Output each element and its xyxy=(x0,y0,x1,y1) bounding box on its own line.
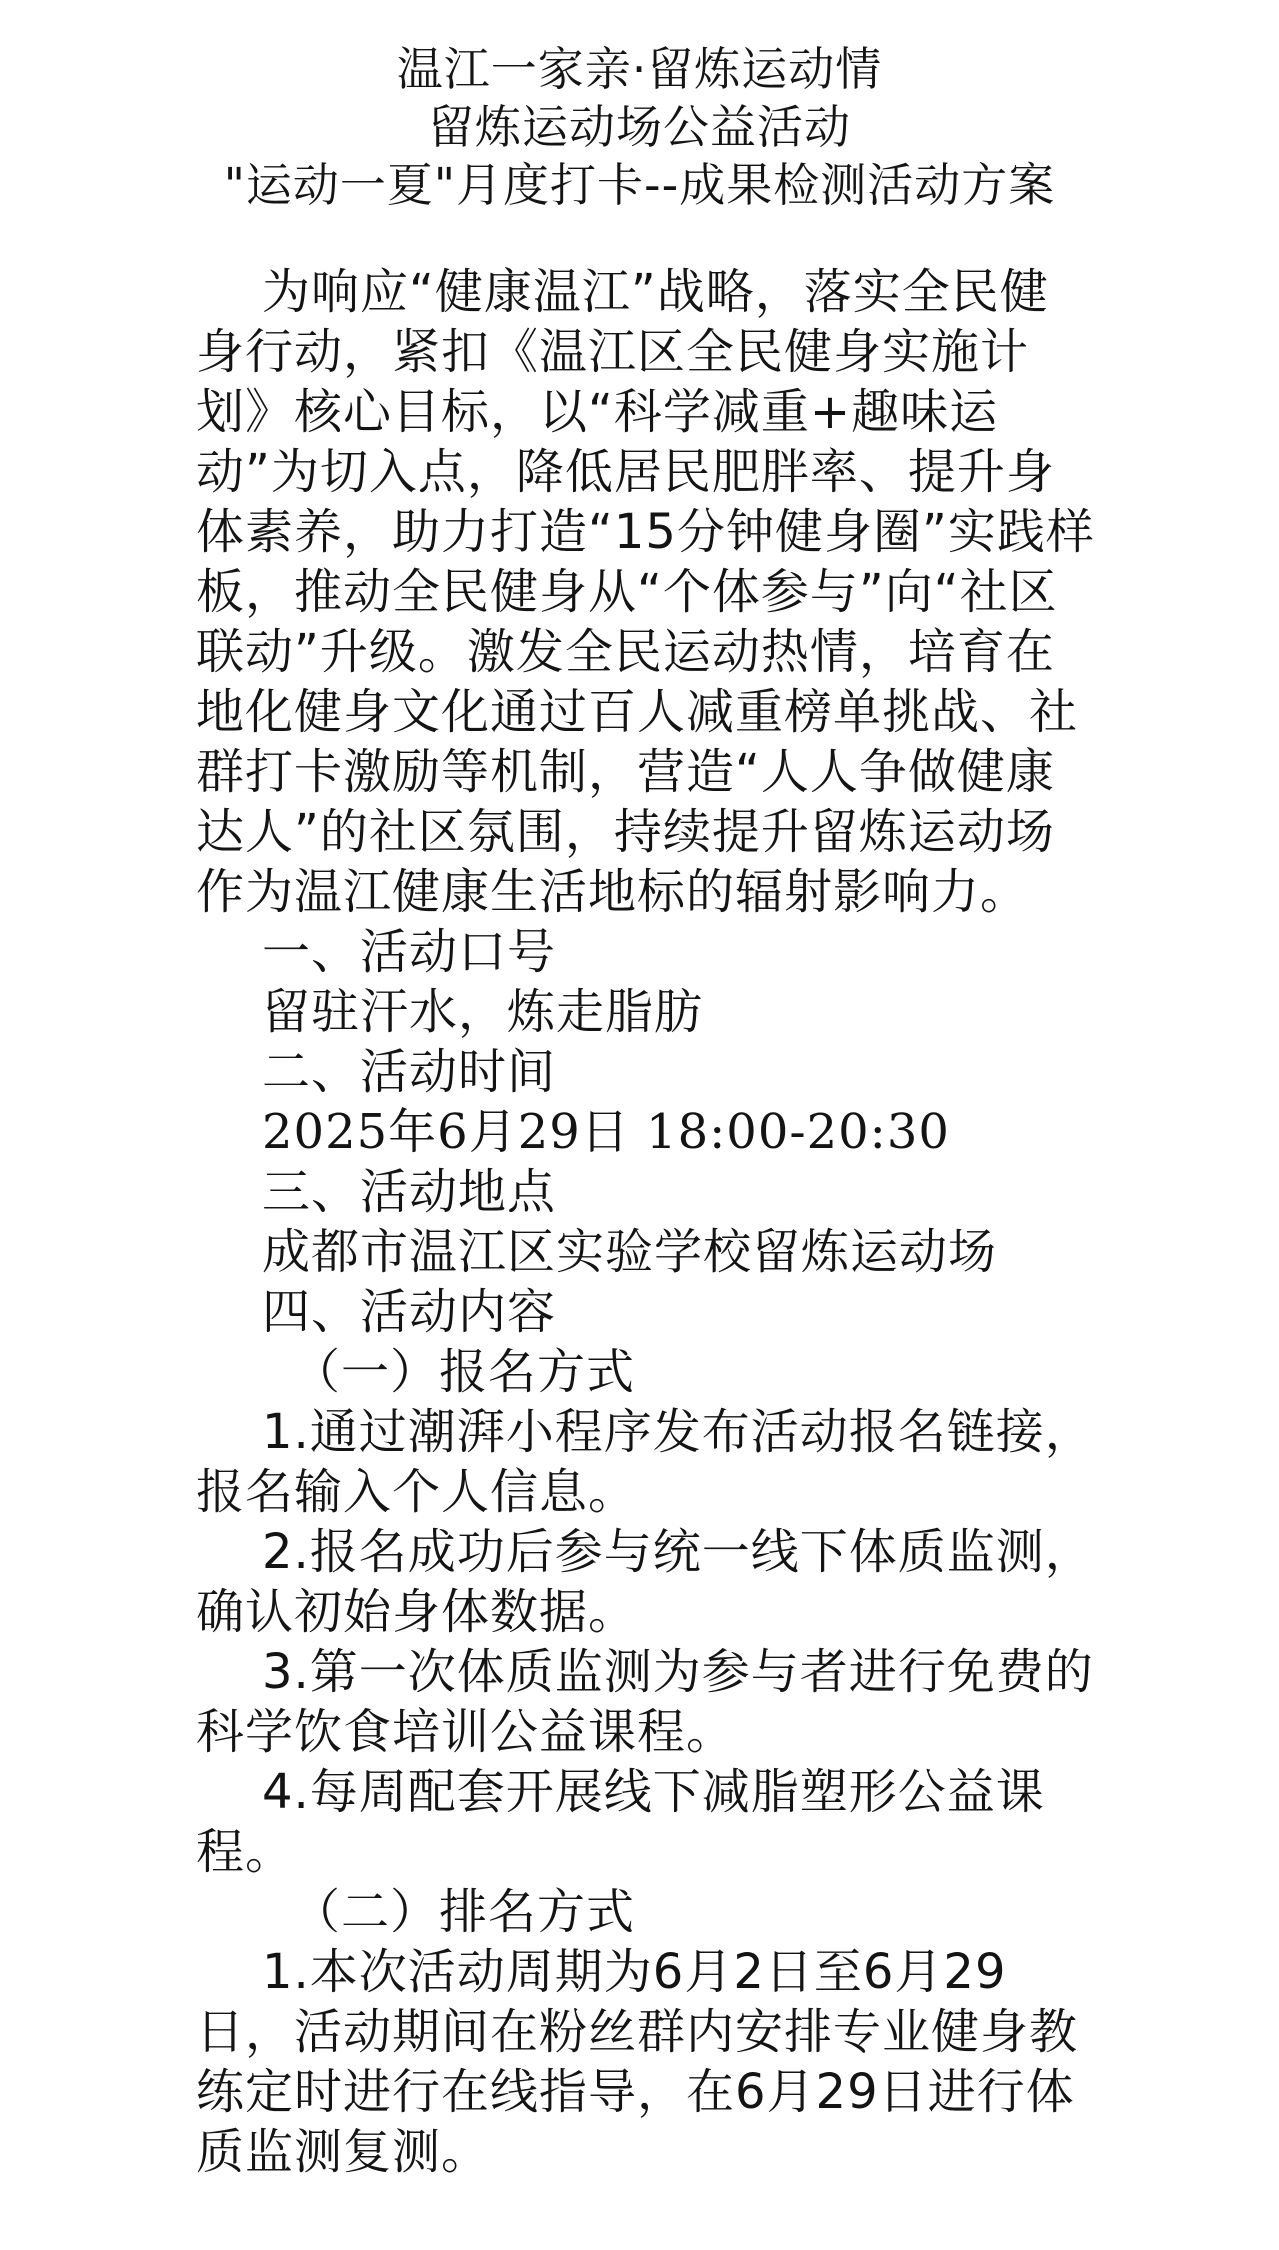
section-3-heading: 三、活动地点 xyxy=(262,1164,557,1220)
section-1-heading: 一、活动口号 xyxy=(262,924,557,980)
document-title xyxy=(0,40,1279,214)
section-2-body: 2025年6月29日 18:00-20:30 xyxy=(262,1104,950,1160)
title-line-1: 温江一家亲·留炼运动情 xyxy=(396,42,883,96)
list-item: 2.报名成功后参与统一线下体质监测，确认初始身体数据。 xyxy=(196,1524,1094,1640)
section-1-body: 留驻汗水，炼走脂肪 xyxy=(262,984,704,1040)
intro-paragraph: 为响应“健康温江”战略，落实全民健身行动，紧扣《温江区全民健身实施计划》核心目标，以“科学减重+趣味运动”为切入点，降低居民肥胖率、提升身体素养，助力打造“15分钟健身圈”实践样板，推动全民健身从“个体参与”向“社区联动”升级。激发全民运动热情，培育在地化健身文化通过百人减重榜单挑战、社群打卡激励等机制，营造“人人争做健康达人”的社区氛围，持续提升留炼运动场作为温江健康生活地标的辐射影响力。 xyxy=(196,264,1095,920)
list-item: 1.本次活动周期为6月2日至6月29日，活动期间在粉丝群内安排专业健身教练定时进行在线指导，在6月29日进行体质监测复测。 xyxy=(196,1944,1079,2180)
subsection-1-heading: （一）报名方式 xyxy=(292,1344,636,1400)
section-3-body: 成都市温江区实验学校留炼运动场 xyxy=(262,1224,998,1280)
list-item: 3.第一次体质监测为参与者进行免费的科学饮食培训公益课程。 xyxy=(196,1644,1094,1760)
subsection-2-heading: （二）排名方式 xyxy=(292,1884,636,1940)
document-body xyxy=(196,262,1096,2182)
section-4-heading: 四、活动内容 xyxy=(262,1284,557,1340)
list-item: 1.通过潮湃小程序发布活动报名链接，报名输入个人信息。 xyxy=(196,1404,1094,1520)
section-2-heading: 二、活动时间 xyxy=(262,1044,557,1100)
title-line-3: "运动一夏"月度打卡--成果检测活动方案 xyxy=(223,158,1056,212)
title-line-2: 留炼运动场公益活动 xyxy=(428,100,851,154)
list-item: 4.每周配套开展线下减脂塑形公益课程。 xyxy=(196,1764,1045,1880)
